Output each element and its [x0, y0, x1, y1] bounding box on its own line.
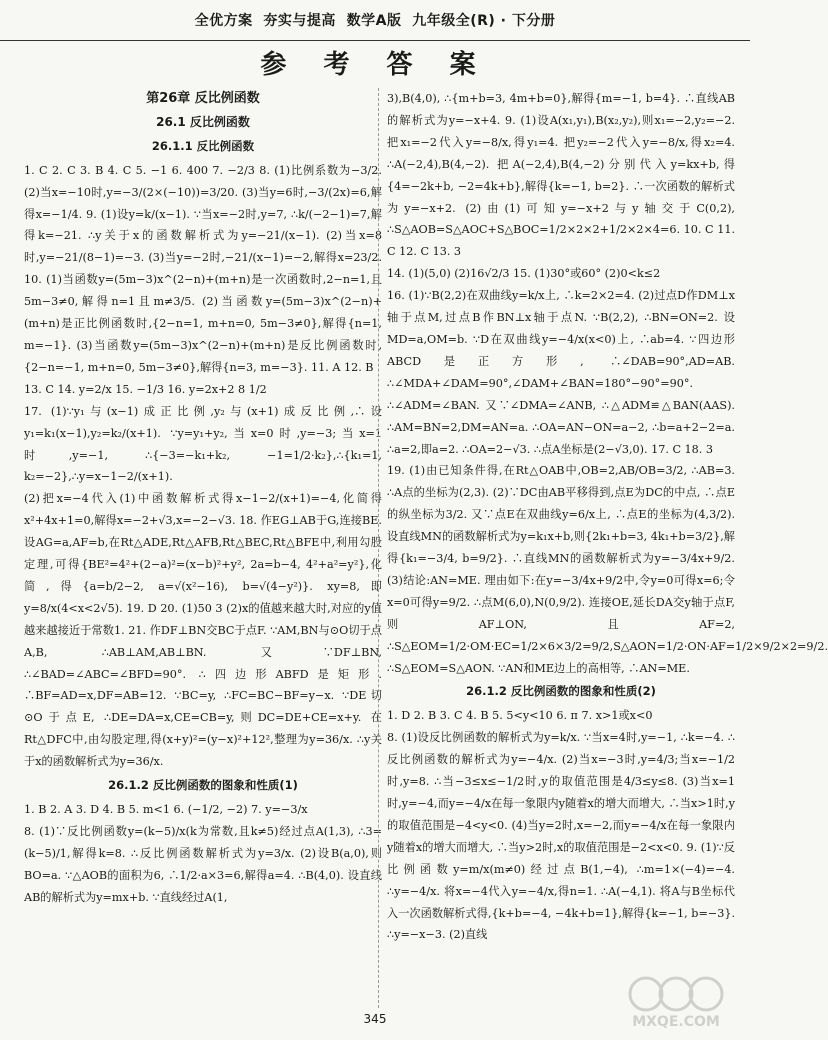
answer-paragraph: 8. (1)∵反比例函数y=(k−5)/x(k为常数,且k≠5)经过点A(1,3), ∴3=(k−5)/1,解得k=8. ∴反比例函数解析式为y=3/x. (2)设B(a,0),则BO=a. ∵△AOB的面积为6, ∴1/2·a×3=6,解得a=4. ∴B(4,0). 设直线AB的解析式为y=mx+b. ∵直线经过A(1, [24, 824, 382, 904]
section-title: 26.1 反比例函数 [156, 114, 250, 129]
subsection-title: 26.1.2 反比例函数的图象和性质(1) [108, 778, 298, 793]
answer-paragraph: 19. (1)由已知条件得,在Rt△OAB中,OB=2,AB/OB=3/2, ∴AB=3. ∴A点的坐标为(2,3). (2)∵DC由AB平移得到,点E为DC的中点, ∴点E的纵坐标为3/2. 又∵点E在双曲线y=6/x上, ∴点E的坐标为(4,3/2). 设直线MN的函数解析式为y=k₁x+b,则{2k₁+b=3, 4k₁+b=3/2},解得{k₁=−3/4, b=9/2}. ∴直线MN的函数解析式为y=−3/4x+9/2. (3)结论:AN=ME. 理由如下:在y=−3/4x+9/2中,令y=0可得x=6;令x=0可得y=9/2. ∴点M(6,0),N(0,9/2). 连接OE,延长DA交y轴于点F,则AF⊥ON,且AF=2, ∴S△EOM=1/2·OM·EC=1/2×6×3/2=9/2,S△AON=1/2·ON·AF=1/2×9/2×2=9/2. ∴S△EOM=S△AON. ∵AN和ME边上的高相等, ∴AN=ME. [387, 464, 828, 675]
answer-paragraph: 1. B 2. A 3. D 4. B 5. m<1 6. (−1/2, −2) 7. y=−3/x [24, 803, 308, 816]
left-column [24, 88, 382, 1008]
watermark-text: MXQE.COM [632, 1014, 720, 1030]
answer-paragraph: 1. D 2. B 3. C 4. B 5. 5<y<10 6. π 7. x>1或x<0 [387, 709, 653, 723]
watermark-logo [616, 972, 736, 1032]
answer-paragraph: 13. C 14. y=2/x 15. −1/3 16. y=2x+2 8 1/2 [24, 382, 267, 396]
answer-paragraph: 16. (1)∵B(2,2)在双曲线y=k/x上, ∴k=2×2=4. (2)过点D作DM⊥x轴于点M,过点B作BN⊥x轴于点N. ∵B(2,2), ∴BN=ON=2. 设MD=a,OM=b. ∵D在双曲线y=−4/x(x<0)上, ∴ab=4. ∵四边形ABCD是正方形, ∴∠DAB=90°,AD=AB. ∴∠MDA+∠DAM=90°,∠DAM+∠BAN=180°−90°=90°. ∴∠ADM=∠BAN. 又∵∠DMA=∠ANB, ∴△ADM≌△BAN(AAS). ∴AM=BN=2,DM=AN=a. ∴OA=AN−ON=a−2, ∴b=a+2−2=a. ∴a=2,即a=2. ∴OA=2−√3. ∴点A坐标是(2−√3,0). 17. C 18. 3 [387, 289, 735, 456]
answer-paragraph: 3),B(4,0), ∴{m+b=3, 4m+b=0},解得{m=−1, b=4}. ∴直线AB的解析式为y=−x+4. 9. (1)设A(x₁,y₁),B(x₂,y₂),则x₁=−2,y₂=−2. 把x₁=−2代入y=−8/x,得y₁=4. 把y₂=−2代入y=−8/x,得x₂=4. ∴A(−2,4),B(4,−2). 把A(−2,4),B(4,−2)分别代入y=kx+b,得{4=−2k+b, −2=4k+b},解得{k=−1, b=2}. ∴一次函数的解析式为y=−x+2. (2)由(1)可知y=−x+2与y轴交于C(0,2), ∴S△AOB=S△AOC+S△BOC=1/2×2×2+1/2×2×4=6. 10. C 11. C 12. C 13. 3 [387, 92, 735, 259]
answer-paragraph: 17. (1)∵y₁与(x−1)成正比例,y₂与(x+1)成反比例,∴设y₁=k₁(x−1),y₂=k₂/(x+1). ∵y=y₁+y₂,当x=0时,y=−3;当x=1时,y=−1, ∴{−3=−k₁+k₂, −1=1/2·k₂},∴{k₁=1, k₂=−2},∴y=x−1−2/(x+1). [24, 404, 382, 484]
header-title: 全优方案 夯实与提高 数学A版 九年级全(R) · 下分册 [194, 13, 556, 29]
answer-paragraph: 1. C 2. C 3. B 4. C 5. −1 6. 400 7. −2/3 8. (1)比例系数为−3/2. (2)当x=−10时,y=−3/(2×(−10))=3/20. (3)当y=6时,−3/(2x)=6,解得x=−1/4. 9. (1)设y=k/(x−1). ∵当x=−2时,y=7, ∴k/(−2−1)=7,解得k=−21. ∴y关于x的函数解析式为y=−21/(x−1). (2)当x=8时,y=−21/(8−1)=−3. (3)当y=−2时,−21/(x−1)=−2,解得x=23/2. 10. (1)当函数y=(5m−3)x^(2−n)+(m+n)是一次函数时,2−n=1,且5m−3≠0,解得n=1且m≠3/5. (2)当函数y=(5m−3)x^(2−n)+(m+n)是正比例函数时,{2−n=1, m+n=0, 5m−3≠0},解得{n=1, m=−1}. (3)当函数y=(5m−3)x^(2−n)+(m+n)是反比例函数时,{2−n=−1, m+n=0, 5m−3≠0},解得{n=3, m=−3}. 11. A 12. B [24, 163, 382, 374]
answer-paragraph: 14. (1)(5,0) (2)16√2/3 15. (1)30°或60° (2)0<k≤2 [387, 267, 661, 281]
answer-paragraph: (2)把x=−4代入(1)中函数解析式得x−1−2/(x+1)=−4,化简得x²+4x+1=0,解得x=−2+√3,x=−2−√3. 18. 作EG⊥AB于G,连接BE. 设AG=a,AF=b,在Rt△ADE,Rt△AFB,Rt△BEC,Rt△BFE中,利用勾股定理,可得{BE²=4²+(2−a)²=(x−b)²+y², 2a=b−4, 4²+a²=y²},化简,得{a=b/2−2, a=√(x²−16), b=√(4−y²)}. xy=8,即y=8/x(4<x<2√5). 19. D 20. (1)50 3 (2)x的值越来越大时,对应的y值越来越接近于常数1. 21. 作DF⊥BN交BC于点F. ∵AM,BN与⊙O切于点A,B, ∴AB⊥AM,AB⊥BN. 又∵DF⊥BN, ∴∠BAD=∠ABC=∠BFD=90°. ∴四边形ABFD是矩形. ∴BF=AD=x,DF=AB=12. ∵BC=y, ∴FC=BC−BF=y−x. ∵DE切⊙O于点E, ∴DE=DA=x,CE=CB=y,则DC=DE+CE=x+y. 在Rt△DFC中,由勾股定理,得(x+y)²=(y−x)²+12²,整理为y=36/x. ∴y关于x的函数解析式为y=36/x. [24, 492, 382, 769]
subsection-title: 26.1.1 反比例函数 [151, 138, 255, 153]
page-title: 参 考 答 案 [260, 50, 490, 80]
chapter-title: 第26章 反比例函数 [146, 91, 260, 106]
subsection-title: 26.1.2 反比例函数的图象和性质(2) [466, 684, 656, 699]
page-number: 345 [363, 1012, 387, 1026]
right-column [378, 88, 828, 1008]
answer-paragraph: 8. (1)设反比例函数的解析式为y=k/x. ∵当x=4时,y=−1, ∴k=−4. ∴反比例函数的解析式为y=−4/x. (2)当x=−3时,y=4/3;当x=−1/2时,y=8. ∴当−3≤x≤−1/2时,y的取值范围是4/3≤y≤8. (3)当x=1时,y=−4,而y=−4/x在每一象限内y随着x的增大而增大, ∴当x>1时,y的取值范围是−4<y<0. (4)当y=2时,x=−2,而y=−4/x在每一象限内y随着x的增大而增大, ∴当y>2时,x的取值范围是−2<x<0. 9. (1)∵反比例函数y=m/x(m≠0)经过点B(1,−4), ∴m=1×(−4)=−4. ∴y=−4/x. 将x=−4代入y=−4/x,得n=1. ∴A(−4,1). 将A与B坐标代入一次函数解析式得,{k+b=−4, −4k+b=1},解得{k=−1, b=−3}. ∴y=−x−3. (2)直线 [387, 731, 735, 942]
page-header [0, 0, 750, 41]
